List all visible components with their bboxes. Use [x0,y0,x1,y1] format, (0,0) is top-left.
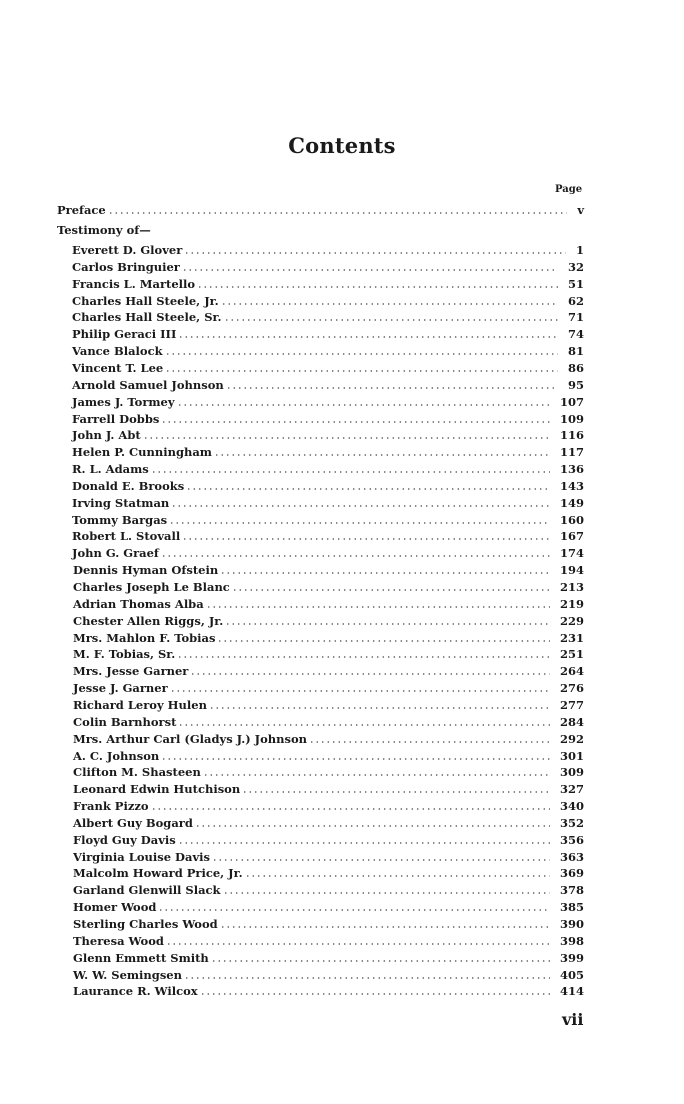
entry-name: John J. Abt [72,428,141,443]
dot-leader [220,926,550,928]
dot-leader [108,212,567,214]
preface-entry[interactable] [57,200,584,217]
entry-name: Sterling Charles Wood [73,917,218,931]
entry-name: M. F. Tobias, Sr. [73,647,176,662]
dot-leader [220,572,550,574]
entry-name: Philip Geraci III [72,327,177,342]
entry-name: Clifton M. Shasteen [73,765,201,780]
entry-page-number: 86 [567,360,584,375]
entry-page-number: 194 [559,563,584,578]
dot-leader [143,437,550,439]
dot-leader [178,724,550,726]
entry-page-number: 399 [559,950,584,965]
entry-name: Mrs. Arthur Carl (Gladys J.) Johnson [73,731,308,746]
entry-page-number: 390 [559,917,584,931]
entry-name: Vincent T. Lee [72,360,164,375]
list-item[interactable] [72,425,584,442]
entry-page-number: 229 [559,613,584,628]
list-item[interactable] [73,880,584,897]
entry-page-number: 117 [559,445,584,460]
list-item[interactable] [72,240,584,257]
entry-page-number: 107 [559,394,584,409]
dot-leader [224,319,559,321]
list-item[interactable] [73,847,584,864]
entry-page-number: 356 [559,832,584,847]
entry-name: Colin Barnhorst [73,714,177,729]
entry-page-number: 301 [559,748,584,763]
entry-page-number: 231 [559,630,584,645]
dot-leader [245,875,550,877]
entry-page-number: 51 [567,276,584,291]
dot-leader [161,555,550,557]
entry-page-number: 327 [559,782,584,797]
list-item[interactable] [72,409,584,426]
entry-name: Charles Hall Steele, Sr. [72,310,222,325]
dot-leader [161,421,550,423]
dot-leader [209,707,550,709]
section-heading: Testimony of— [57,223,151,237]
list-item[interactable] [72,459,584,476]
entry-name: Jesse J. Garner [73,681,168,696]
entry-name: Albert Guy Bogard [73,815,193,830]
entry-page-number: 385 [559,900,584,915]
dot-leader [186,488,550,490]
entry-name: Garland Glenwill Slack [73,883,221,898]
entry-page-number: 378 [559,883,584,898]
entry-page-number: 369 [559,866,584,881]
entry-page-number: 264 [559,664,584,679]
entry-page-number: 95 [567,377,584,392]
entry-name: Frank Pizzo [73,799,149,814]
dot-leader [182,538,550,540]
list-item[interactable] [72,392,584,409]
list-item[interactable] [72,375,584,392]
dot-leader [223,892,550,894]
dot-leader [226,387,558,389]
list-item[interactable] [72,476,584,493]
dot-leader [170,690,550,692]
entry-name: Glenn Emmett Smith [73,950,209,965]
entry-name: Farrell Dobbs [72,411,160,426]
dot-leader [165,370,558,372]
dot-leader [190,673,550,675]
list-item[interactable] [73,813,584,830]
dot-leader [178,336,558,338]
entry-page-number: 109 [559,411,584,426]
list-item[interactable] [72,341,584,358]
list-item[interactable] [73,695,584,712]
preface-page: v [577,203,584,217]
list-item[interactable] [72,543,584,560]
list-item[interactable] [73,931,584,948]
dot-leader [165,353,558,355]
list-item[interactable] [73,830,584,847]
dot-leader [178,842,550,844]
entry-page-number: 167 [559,529,584,544]
entry-page-number: 143 [559,478,584,493]
entry-page-number: 149 [559,495,584,510]
dot-leader [309,741,550,743]
entry-page-number: 174 [559,546,584,561]
entry-page-number: 276 [559,681,584,696]
dot-leader [217,640,550,642]
list-item[interactable] [73,965,584,982]
dot-leader [151,808,550,810]
entry-page-number: 277 [559,697,584,712]
dot-leader [212,859,550,861]
list-item[interactable] [72,274,584,291]
entry-page-number: 251 [559,647,584,662]
entry-page-number: 160 [559,512,584,527]
list-item[interactable] [73,560,584,577]
dot-leader [161,758,550,760]
entry-name: Floyd Guy Davis [73,832,176,847]
entry-page-number: 116 [559,428,584,443]
list-item[interactable] [72,291,584,308]
list-item[interactable] [72,526,584,543]
entry-name: Charles Hall Steele, Jr. [72,293,219,308]
entry-page-number: 398 [559,933,584,948]
dot-leader [182,269,558,271]
entry-page-number: 309 [559,765,584,780]
dot-leader [197,286,558,288]
list-item[interactable] [72,307,584,324]
list-item[interactable] [73,611,584,628]
list-item[interactable] [72,324,584,341]
dot-leader [225,623,550,625]
list-item[interactable] [73,981,584,998]
entry-name: Malcolm Howard Price, Jr. [73,866,243,881]
dot-leader [151,471,550,473]
list-item[interactable] [72,358,584,375]
entry-page-number: 292 [559,731,584,746]
entry-name: Mrs. Mahlon F. Tobias [73,630,216,645]
entry-name: Donald E. Brooks [72,478,185,493]
dot-leader [177,656,550,658]
list-item[interactable] [73,729,584,746]
entry-name: Virginia Louise Davis [73,849,210,864]
dot-leader [166,943,550,945]
entry-name: John G. Graef [72,546,159,561]
dot-leader [214,454,550,456]
entry-page-number: 284 [559,714,584,729]
entry-name: Carlos Bringuier [72,259,180,274]
dot-leader [169,522,550,524]
entry-name: Laurance R. Wilcox [73,984,198,999]
page-column-label: Page [555,184,583,195]
entry-name: R. L. Adams [72,462,149,477]
list-item[interactable] [73,897,584,914]
entry-page-number: 71 [567,310,584,325]
entry-name: Arnold Samuel Johnson [72,377,224,392]
dot-leader [211,960,550,962]
preface-label: Preface [57,203,106,217]
dot-leader [221,303,558,305]
entry-page-number: 219 [559,596,584,611]
dot-leader [158,909,550,911]
list-item[interactable] [73,661,584,678]
entry-name: W. W. Semingsen [73,967,182,982]
dot-leader [184,977,550,979]
entry-name: Homer Wood [73,900,157,915]
dot-leader [177,404,550,406]
entry-page-number: 1 [575,243,584,257]
list-item[interactable] [72,510,584,527]
dot-leader [184,252,566,254]
entry-page-number: 62 [567,293,584,308]
list-item[interactable] [73,628,584,645]
page-folio: vii [562,1010,584,1029]
entry-name: Francis L. Martello [72,276,196,291]
entry-page-number: 414 [559,984,584,999]
dot-leader [171,505,550,507]
dot-leader [242,791,550,793]
entry-page-number: 363 [559,849,584,864]
page-title: Contents [288,133,396,158]
list-item[interactable] [73,678,584,695]
entry-name: Robert L. Stovall [72,529,181,544]
dot-leader [206,606,550,608]
entry-name: Richard Leroy Hulen [73,697,207,712]
entry-name: Everett D. Glover [72,243,183,257]
dot-leader [195,825,550,827]
entry-name: Leonard Edwin Hutchison [73,782,241,797]
entry-name: Irving Statman [72,495,170,510]
list-item[interactable] [72,442,584,459]
list-item[interactable] [73,779,584,796]
list-item[interactable] [73,712,584,729]
entry-name: Helen P. Cunningham [72,445,212,460]
list-item[interactable] [73,948,584,965]
list-item[interactable] [73,796,584,813]
list-item[interactable] [72,493,584,510]
entry-name: Theresa Wood [73,933,164,948]
list-item[interactable] [73,644,584,661]
dot-leader [200,993,550,995]
entry-page-number: 81 [567,344,584,359]
entry-name: Tommy Bargas [72,512,168,527]
dot-leader [203,774,550,776]
entry-page-number: 340 [559,799,584,814]
entry-name: Mrs. Jesse Garner [73,664,189,679]
entry-name: Chester Allen Riggs, Jr. [73,613,224,628]
entry-page-number: 74 [567,327,584,342]
entry-page-number: 405 [559,967,584,982]
list-item[interactable] [73,762,584,779]
list-item[interactable] [73,577,584,594]
entry-page-number: 352 [559,815,584,830]
list-item[interactable] [73,863,584,880]
entry-name: Dennis Hyman Ofstein [73,563,219,578]
entry-page-number: 136 [559,462,584,477]
entry-name: A. C. Johnson [73,748,160,763]
entry-name: James J. Tormey [72,394,175,409]
list-item[interactable] [72,257,584,274]
entry-name: Adrian Thomas Alba [73,596,204,611]
list-item[interactable] [73,746,584,763]
entry-name: Charles Joseph Le Blanc [73,580,230,594]
entry-name: Vance Blalock [72,344,163,359]
list-item[interactable] [73,594,584,611]
dot-leader [232,589,550,591]
entry-page-number: 213 [559,580,584,594]
entry-page-number: 32 [567,259,584,274]
list-item[interactable] [73,914,584,931]
